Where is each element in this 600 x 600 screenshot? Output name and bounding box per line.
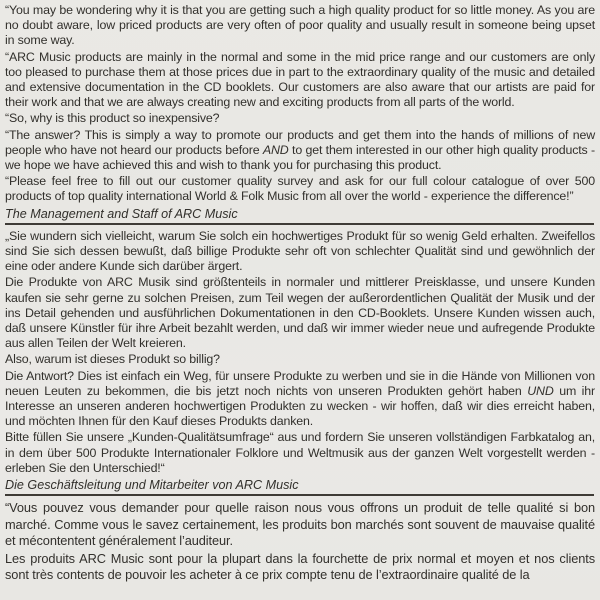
french-section [5, 500, 595, 583]
de-paragraph-5: Bitte füllen Sie unsere „Kunden-Qualitätsumfrage“ aus und fordern Sie unseren vollständigen Farbkatalog an, in dem über 500 Produkte Internationaler Folklore und Weltmusik aus der ganzen Welt vorgestellt werden - erleben Sie den Unterschied!“ [5, 430, 595, 475]
de-paragraph-3: Also, warum ist dieses Produkt so billig? [5, 352, 220, 367]
fr-paragraph-1: “Vous pouvez vous demander pour quelle raison nous vous offrons un produit de telle qualité si bon marché. Comme vous le savez certainement, les produits bon marchés sont souvent de mauvaise qualité et mécontentent généralement l’auditeur. [5, 500, 595, 549]
en-paragraph-5: “Please feel free to fill out our customer quality survey and ask for our full colour catalogue of over 500 products of top quality international World & Folk Music from all over the world - experience the difference!” [5, 174, 595, 204]
german-signature-line: Die Geschäftsleitung und Mitarbeiter von ARC Music [5, 478, 299, 493]
en-paragraph-2: “ARC Music products are mainly in the normal and some in the mid price range and our customers are only too pleased to purchase them at those prices due in part to the extraordinary quality of the music and detailed and extensive documentation in the CD booklets. Our customers are also aware that our artists are paid for their work and that we are always creating new and exciting products from all parts of the world. [5, 49, 595, 110]
section-divider-rule-2 [5, 494, 594, 496]
de-paragraph-4-text-cont: um ihr Interesse an unseren anderen hochwertigen Produkten zu wecken - wir hoffen, daß wir dies erreicht haben, und möchten Ihnen für den Kauf dieses Produkts danken. [5, 383, 595, 429]
en-paragraph-3: “So, why is this product so inexpensive? [5, 111, 220, 126]
english-signature-line: The Management and Staff of ARC Music [5, 206, 238, 221]
de-emphasized-word: UND [527, 383, 554, 398]
en-paragraph-4 [5, 128, 595, 174]
de-paragraph-4 [5, 369, 595, 430]
english-section [5, 3, 595, 222]
german-section [5, 229, 595, 493]
de-paragraph-4-text: Die Antwort? Dies ist einfach ein Weg, für unsere Produkte zu werben und sie in die Hände von Millionen von neuen Leuten zu bekommen, die bis jetzt noch nichts von unseren Produkten gehört haben [5, 368, 595, 398]
de-paragraph-2: Die Produkte von ARC Musik sind größtenteils in normaler und mittlerer Preisklasse, und unsere Kunden kaufen sie sehr gerne zu solchen Preisen, zum Teil wegen der außerordentlichen Qualität der Musik und der ins Detail gehenden und ausführlichen Dokumentationen in den CD-Booklets. Unsere Kunden wissen auch, daß unsere Künstler für ihre Arbeit bezahlt werden, und daß wir immer wieder neue und aufregende Produkte aus allen Teilen der Welt kreieren. [5, 275, 595, 351]
section-divider-rule-1 [5, 223, 594, 225]
fr-paragraph-2: Les produits ARC Music sont pour la plupart dans la fourchette de prix normal et moyen et nos clients sont très contents de pouvoir les acheter à ce prix compte tenu de l’extraordinaire qualité de la [5, 550, 595, 582]
en-emphasized-word: AND [262, 142, 289, 157]
en-paragraph-4-text-cont: to get them interested in our other high quality products - we hope we have achieved this and wish to thank you for purchasing this product. [5, 142, 595, 173]
en-paragraph-4-text: “The answer? This is simply a way to promote our products and get them into the hands of millions of new people who have not heard our products before [5, 127, 595, 157]
de-paragraph-1: „Sie wundern sich vielleicht, warum Sie solch ein hochwertiges Produkt für so wenig Geld erhalten. Zweifellos sind Sie sich dessen bewußt, daß billige Produkte sehr oft von schlechter Qualität sind und gewöhnlich der eine oder andere Kunde sich darüber ärgert. [5, 228, 595, 274]
en-paragraph-1: “You may be wondering why it is that you are getting such a high quality product for so little money. As you are no doubt aware, low priced products are very often of poor quality and usually result in someone being upset in some way. [5, 3, 595, 48]
